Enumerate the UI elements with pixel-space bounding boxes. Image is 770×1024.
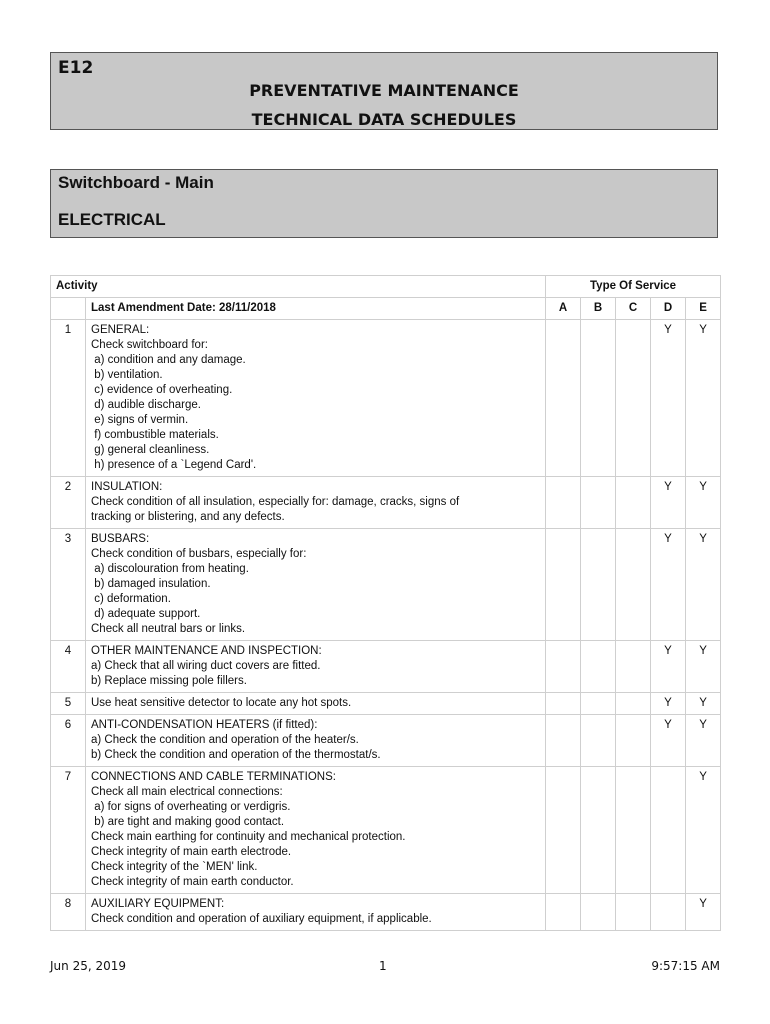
service-mark-e: Y (686, 641, 721, 693)
table-header-row (51, 276, 721, 298)
activity-number: 4 (51, 641, 86, 693)
service-mark-b (581, 693, 616, 715)
document-header (50, 52, 718, 130)
service-mark-b (581, 767, 616, 894)
activity-line: b) damaged insulation. (91, 578, 211, 590)
schedule-code: E12 (58, 58, 94, 78)
activity-line: INSULATION: (91, 481, 163, 493)
activity-number: 3 (51, 529, 86, 641)
service-mark-a (546, 529, 581, 641)
service-mark-b (581, 320, 616, 477)
equipment-name: Switchboard - Main (58, 173, 214, 192)
activity-line: a) condition and any damage. (91, 354, 246, 366)
service-mark-c (616, 477, 651, 529)
service-mark-a (546, 894, 581, 931)
activity-number: 1 (51, 320, 86, 477)
activity-description (86, 693, 546, 715)
service-mark-d: Y (651, 477, 686, 529)
service-mark-e: Y (686, 715, 721, 767)
table-row (51, 477, 721, 529)
activity-line: a) for signs of overheating or verdigris. (91, 801, 291, 813)
activity-description (86, 715, 546, 767)
table-row (51, 715, 721, 767)
service-type-header: Type Of Service (546, 276, 721, 298)
service-mark-c (616, 529, 651, 641)
activity-line: a) Check the condition and operation of the heater/s. (91, 734, 359, 746)
service-mark-c (616, 715, 651, 767)
activity-number: 8 (51, 894, 86, 931)
service-col-d: D (651, 298, 686, 320)
table-row (51, 641, 721, 693)
activity-line: Check integrity of main earth electrode. (91, 846, 292, 858)
activity-number: 5 (51, 693, 86, 715)
activity-description (86, 641, 546, 693)
service-mark-a (546, 715, 581, 767)
activity-description (86, 767, 546, 894)
service-mark-d (651, 767, 686, 894)
table-row (51, 894, 721, 931)
activity-line: ANTI-CONDENSATION HEATERS (if fitted): (91, 719, 318, 731)
service-mark-d: Y (651, 715, 686, 767)
service-mark-c (616, 693, 651, 715)
table-row (51, 529, 721, 641)
amendment-spacer (51, 298, 86, 320)
schedule-table (50, 275, 721, 931)
activity-line: c) evidence of overheating. (91, 384, 233, 396)
activity-line: h) presence of a `Legend Card'. (91, 459, 257, 471)
activity-line: b) are tight and making good contact. (91, 816, 285, 828)
footer-time: 9:57:15 AM (651, 959, 720, 973)
service-mark-c (616, 320, 651, 477)
service-mark-b (581, 715, 616, 767)
activity-description (86, 320, 546, 477)
service-mark-e: Y (686, 477, 721, 529)
activity-description (86, 477, 546, 529)
activity-description (86, 529, 546, 641)
activity-line: e) signs of vermin. (91, 414, 189, 426)
activity-line: AUXILIARY EQUIPMENT: (91, 898, 225, 910)
activity-line: f) combustible materials. (91, 429, 219, 441)
amendment-row (51, 298, 721, 320)
service-mark-e: Y (686, 693, 721, 715)
service-mark-d: Y (651, 529, 686, 641)
title-line-1: PREVENTATIVE MAINTENANCE (249, 81, 519, 100)
equipment-category: ELECTRICAL (58, 210, 166, 229)
activity-line: c) deformation. (91, 593, 171, 605)
table-row (51, 767, 721, 894)
service-mark-c (616, 894, 651, 931)
service-col-c: C (616, 298, 651, 320)
service-mark-e: Y (686, 320, 721, 477)
activity-line: Check condition of all insulation, especially for: damage, cracks, signs of (91, 496, 460, 508)
activity-number: 7 (51, 767, 86, 894)
activity-line: Check integrity of main earth conductor. (91, 876, 294, 888)
activity-line: b) ventilation. (91, 369, 163, 381)
activity-line: Use heat sensitive detector to locate any hot spots. (91, 697, 352, 709)
activity-line: BUSBARS: (91, 533, 150, 545)
table-row (51, 320, 721, 477)
activity-line: b) Replace missing pole fillers. (91, 675, 247, 687)
service-mark-e: Y (686, 767, 721, 894)
activity-line: Check integrity of the `MEN' link. (91, 861, 258, 873)
service-mark-d (651, 894, 686, 931)
activity-line: GENERAL: (91, 324, 150, 336)
title-line-2: TECHNICAL DATA SCHEDULES (251, 110, 517, 129)
activity-line: Check switchboard for: (91, 339, 208, 351)
activity-line: tracking or blistering, and any defects. (91, 511, 285, 523)
service-mark-a (546, 477, 581, 529)
activity-line: CONNECTIONS AND CABLE TERMINATIONS: (91, 771, 336, 783)
activity-line: OTHER MAINTENANCE AND INSPECTION: (91, 645, 322, 657)
service-mark-b (581, 641, 616, 693)
equipment-header (50, 169, 718, 238)
service-mark-a (546, 641, 581, 693)
table-row (51, 693, 721, 715)
activity-line: Check condition of busbars, especially for: (91, 548, 307, 560)
service-mark-a (546, 767, 581, 894)
activity-line: d) adequate support. (91, 608, 201, 620)
activity-line: b) Check the condition and operation of the thermostat/s. (91, 749, 381, 761)
footer-page-number: 1 (379, 959, 387, 973)
activity-header: Activity (51, 276, 546, 298)
service-mark-b (581, 477, 616, 529)
activity-line: g) general cleanliness. (91, 444, 210, 456)
service-mark-d: Y (651, 693, 686, 715)
activity-line: Check all neutral bars or links. (91, 623, 246, 635)
service-col-e: E (686, 298, 721, 320)
activity-number: 6 (51, 715, 86, 767)
activity-number: 2 (51, 477, 86, 529)
service-mark-e: Y (686, 894, 721, 931)
service-mark-d: Y (651, 320, 686, 477)
activity-line: Check all main electrical connections: (91, 786, 283, 798)
activity-line: Check main earthing for continuity and mechanical protection. (91, 831, 406, 843)
activity-line: a) discolouration from heating. (91, 563, 249, 575)
service-mark-a (546, 320, 581, 477)
activity-line: d) audible discharge. (91, 399, 201, 411)
service-mark-c (616, 641, 651, 693)
service-mark-c (616, 767, 651, 894)
service-mark-d: Y (651, 641, 686, 693)
service-col-b: B (581, 298, 616, 320)
activity-description (86, 894, 546, 931)
service-mark-a (546, 693, 581, 715)
service-col-a: A (546, 298, 581, 320)
activity-line: a) Check that all wiring duct covers are fitted. (91, 660, 321, 672)
service-mark-e: Y (686, 529, 721, 641)
footer-date: Jun 25, 2019 (50, 959, 127, 973)
activity-line: Check condition and operation of auxiliary equipment, if applicable. (91, 913, 432, 925)
amendment-date: Last Amendment Date: 28/11/2018 (86, 298, 546, 320)
service-mark-b (581, 529, 616, 641)
service-mark-b (581, 894, 616, 931)
